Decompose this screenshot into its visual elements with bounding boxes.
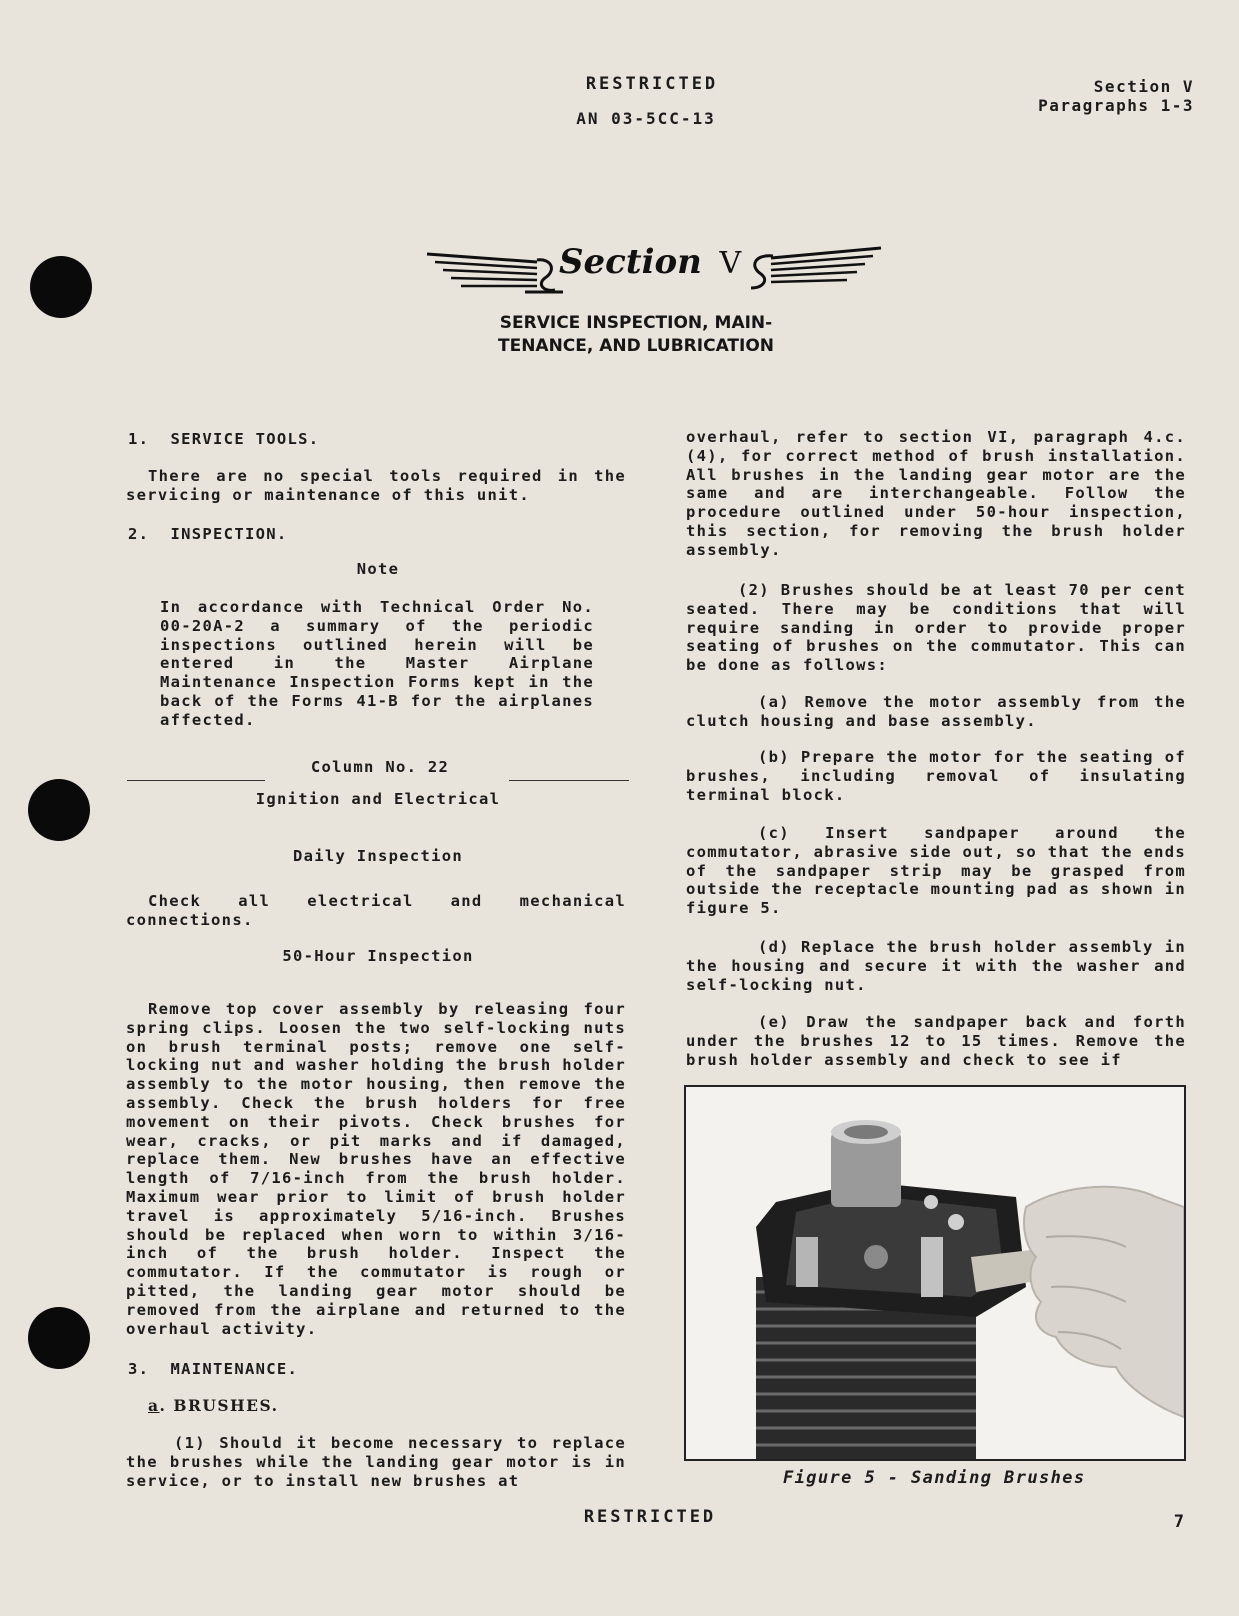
- paragraphs-ref-text: Paragraphs 1-3: [1038, 96, 1194, 115]
- heading-inspection: 2. INSPECTION.: [128, 525, 288, 543]
- figure-5-photo: [684, 1085, 1186, 1461]
- section-numeral: V: [719, 246, 742, 281]
- fifty-hour-text: Remove top cover assembly by releasing four spring clips. Loosen the two self-locking nuts on brush terminal posts; remove one self-locking nut and washer holding the brush holder assembly to the motor housing, then remove the assembly. Check the brush holders for free movement on their pivots. Check brushes for wear, cracks, or pit marks and if damaged, replace them. New brushes have an effective length of 7/16-inch from the brush holder. Maximum wear prior to limit of brush holder travel is approximately 5/16-inch. Brushes should be replaced when worn to within 3/16-inch of the brush holder. Inspect the commutator. If the commutator is rough or pitted, the landing gear motor should be removed from the airplane and returned to the overhaul activity.: [126, 1000, 626, 1338]
- heading-maintenance: 3. MAINTENANCE.: [128, 1360, 299, 1378]
- paragraph-brushes-1: (1) Should it become necessary to replace the brushes while the landing gear motor is in service, or to install new brushes at: [126, 1434, 626, 1490]
- section-subtitle: [336, 312, 936, 358]
- binder-hole-top: [30, 256, 92, 318]
- brushes-letter: a: [148, 1396, 160, 1415]
- section-reference: [1038, 77, 1194, 115]
- paragraph-brushes-2: (2) Brushes should be at least 70 per cent seated. There may be conditions that will require sanding in order to provide proper seating of brushes on the commutator. This can be done as follows:: [686, 581, 1186, 675]
- note-text: In accordance with Technical Order No. 00-20A-2 a summary of the periodic inspections outlined herein will be entered in the Master Airplane Maintenance Inspection Forms kept in the back of the Forms 41-B for the airplanes affected.: [160, 598, 594, 729]
- section-ref-text: Section V: [1093, 77, 1194, 96]
- document-number: AN 03-5CC-13: [576, 109, 716, 128]
- restricted-header: RESTRICTED: [585, 74, 719, 94]
- rule-right: [509, 780, 629, 781]
- note-title: Note: [356, 560, 400, 578]
- subtitle-line-2: TENANCE, AND LUBRICATION: [497, 336, 775, 356]
- subtitle-line-1: SERVICE INSPECTION, MAIN-: [499, 313, 773, 333]
- wing-emblem-left-icon: [425, 248, 565, 298]
- step-e: (e) Draw the sandpaper back and forth under the brushes 12 to 15 times. Remove the brush holder assembly and check to see if: [686, 1013, 1186, 1069]
- section-title: [559, 242, 741, 282]
- paragraph-service-tools: There are no special tools required in the servicing or maintenance of this unit.: [126, 467, 626, 504]
- binder-hole-bottom: [28, 1307, 90, 1369]
- binder-hole-middle: [28, 779, 90, 841]
- motor-photo-illustration: [686, 1087, 1184, 1459]
- daily-inspection-title: Daily Inspection: [292, 847, 464, 865]
- wing-emblem-right-icon: [743, 244, 883, 294]
- step-b: (b) Prepare the motor for the seating of brushes, including removal of insulating terminal block.: [686, 748, 1186, 804]
- paragraph-overhaul-cont: overhaul, refer to section VI, paragraph 4.c. (4), for correct method of brush installation. All brushes in the landing gear motor are the same and are interchangeable. Follow the procedure outlined under 50-hour inspection, this section, for removing the brush holder assembly.: [686, 428, 1186, 559]
- step-d: (d) Replace the brush holder assembly in the housing and secure it with the washer and self-locking nut.: [686, 938, 1186, 994]
- figure-5-caption: Figure 5 - Sanding Brushes: [783, 1468, 1086, 1488]
- step-a: (a) Remove the motor assembly from the clutch housing and base assembly.: [686, 693, 1186, 730]
- step-c: (c) Insert sandpaper around the commutator, abrasive side out, so that the ends of the sandpaper strip may be grasped from outside the receptacle mounting pad as shown in figure 5.: [686, 824, 1186, 918]
- section-word: Section: [559, 242, 702, 282]
- section-emblem: [425, 244, 885, 304]
- restricted-footer: RESTRICTED: [583, 1507, 717, 1527]
- page-number: 7: [1173, 1512, 1184, 1532]
- heading-service-tools: 1. SERVICE TOOLS.: [128, 430, 320, 448]
- fifty-hour-title: 50-Hour Inspection: [282, 947, 474, 965]
- heading-brushes: [148, 1397, 448, 1416]
- rule-left: [127, 780, 265, 781]
- column-number: Column No. 22: [310, 758, 450, 776]
- daily-inspection-text: Check all electrical and mechanical connections.: [126, 892, 626, 929]
- column-title: Ignition and Electrical: [255, 790, 501, 808]
- brushes-label: . BRUSHES.: [159, 1396, 279, 1415]
